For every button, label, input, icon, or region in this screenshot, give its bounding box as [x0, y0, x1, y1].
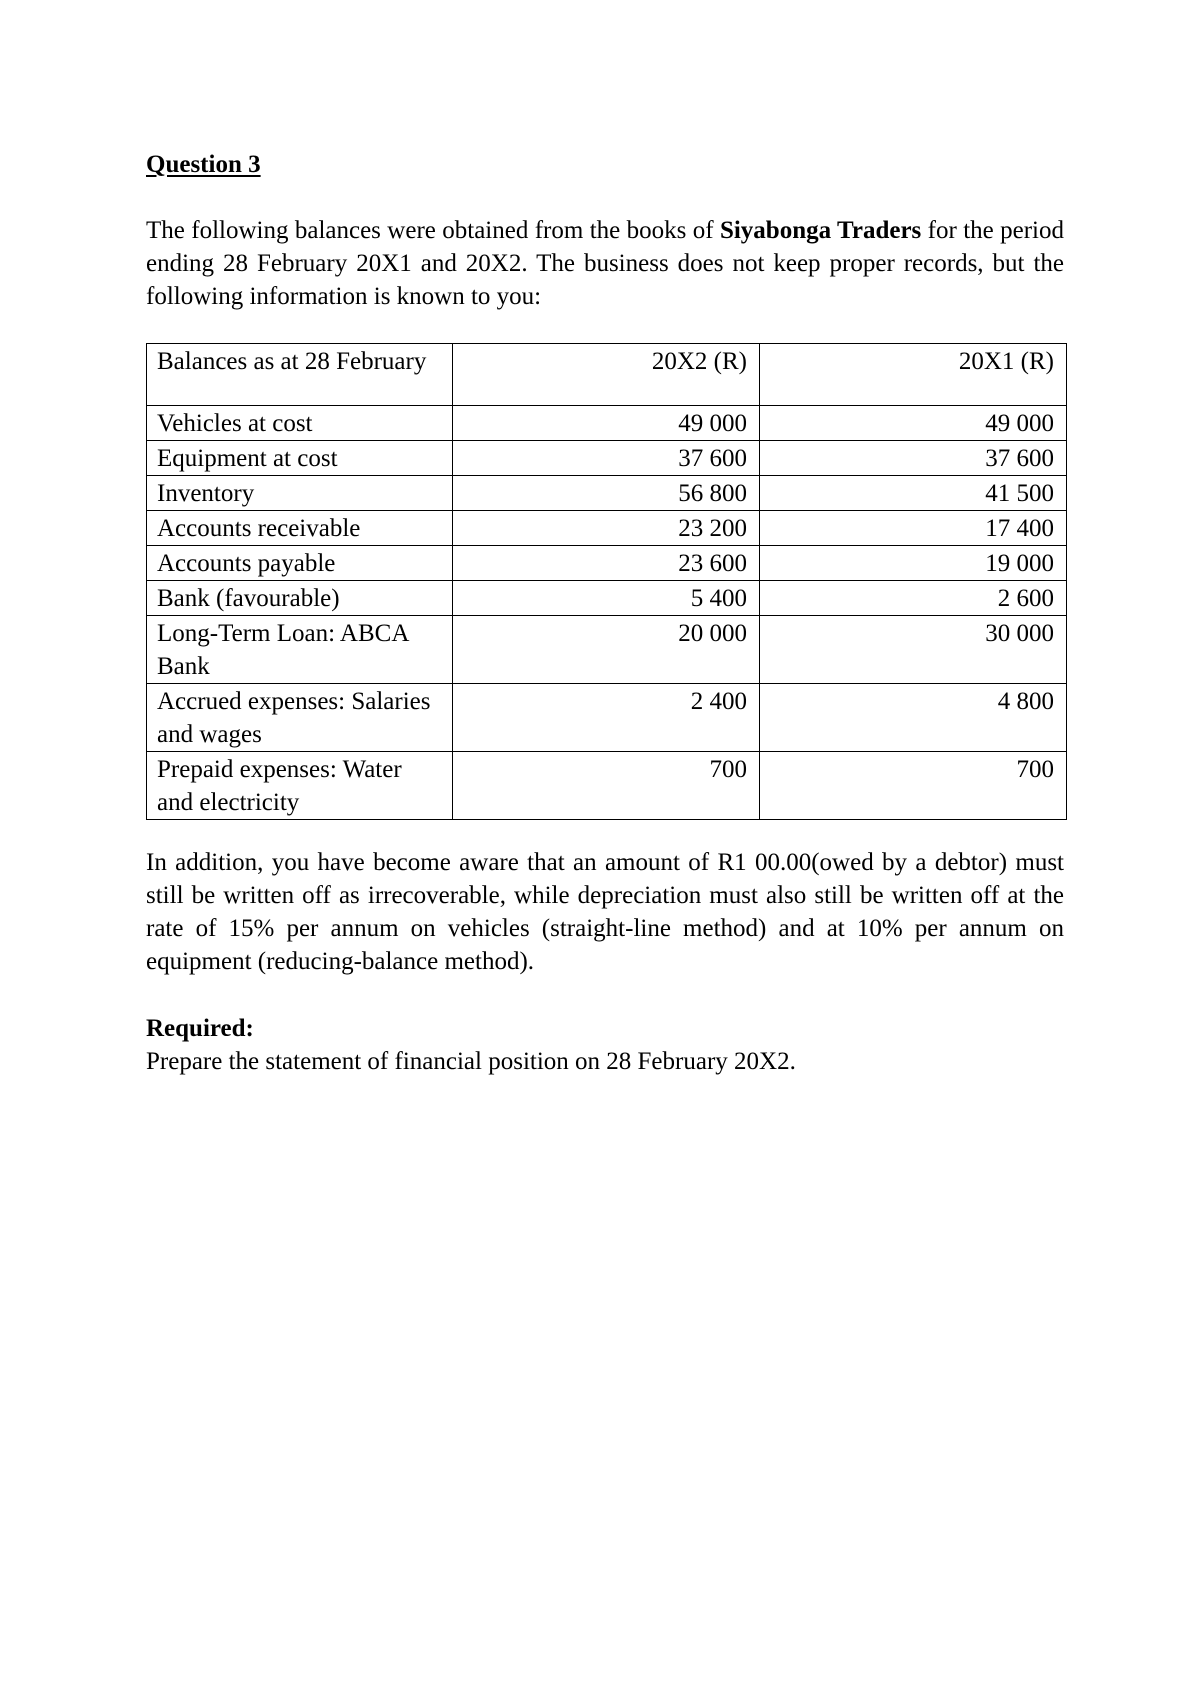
value-20x1: 41 500 — [760, 476, 1067, 511]
value-20x2: 56 800 — [453, 476, 760, 511]
value-20x1: 700 — [760, 752, 1067, 820]
table-row — [147, 684, 1067, 752]
row-label: Vehicles at cost — [147, 406, 453, 441]
row-label: Bank (favourable) — [147, 581, 453, 616]
table-header-row — [147, 344, 1067, 406]
required-label: Required: — [146, 1015, 254, 1042]
value-20x2: 700 — [453, 752, 760, 820]
question-heading: Question 3 — [146, 151, 261, 178]
value-20x1: 37 600 — [760, 441, 1067, 476]
value-20x1: 17 400 — [760, 511, 1067, 546]
header-20x2: 20X2 (R) — [453, 344, 760, 406]
table-row — [147, 546, 1067, 581]
row-label: Accounts payable — [147, 546, 453, 581]
value-20x1: 4 800 — [760, 684, 1067, 752]
value-20x2: 2 400 — [453, 684, 760, 752]
intro-text-start: The following balances were obtained from the books of — [146, 217, 720, 244]
value-20x2: 37 600 — [453, 441, 760, 476]
value-20x1: 19 000 — [760, 546, 1067, 581]
table-row — [147, 581, 1067, 616]
additional-info-paragraph: In addition, you have become aware that an amount of R1 00.00(owed by a debtor) must still be written off as irrecoverable, while depreciation must also still be written off at the rate of 15% per annum on vehicles (straight-line method) and at 10% per annum on equipment (reducing-balance method). — [146, 849, 1064, 975]
header-balances: Balances as at 28 February — [147, 344, 453, 406]
row-label: Accounts receivable — [147, 511, 453, 546]
row-label: Long-Term Loan: ABCA Bank — [147, 616, 453, 684]
value-20x2: 5 400 — [453, 581, 760, 616]
row-label: Accrued expenses: Salaries and wages — [147, 684, 453, 752]
row-label: Inventory — [147, 476, 453, 511]
intro-text-end: for the period ending 28 February 20X1 and 20X2. The business does not keep proper records, but the following information is known to you: — [146, 217, 1065, 310]
intro-paragraph — [146, 214, 1064, 313]
row-label: Equipment at cost — [147, 441, 453, 476]
value-20x1: 30 000 — [760, 616, 1067, 684]
header-20x1: 20X1 (R) — [760, 344, 1067, 406]
value-20x2: 23 200 — [453, 511, 760, 546]
table-row — [147, 616, 1067, 684]
table-row — [147, 476, 1067, 511]
row-label: Prepaid expenses: Water and electricity — [147, 752, 453, 820]
value-20x1: 2 600 — [760, 581, 1067, 616]
company-name: Siyabonga Traders — [719, 217, 922, 244]
value-20x2: 49 000 — [453, 406, 760, 441]
value-20x2: 20 000 — [453, 616, 760, 684]
required-instruction: Prepare the statement of financial position on 28 February 20X2. — [146, 1048, 796, 1075]
table-row — [147, 752, 1067, 820]
table-row — [147, 441, 1067, 476]
table-row — [147, 406, 1067, 441]
value-20x2: 23 600 — [453, 546, 760, 581]
value-20x1: 49 000 — [760, 406, 1067, 441]
table-row — [147, 511, 1067, 546]
balances-table — [146, 343, 1067, 820]
